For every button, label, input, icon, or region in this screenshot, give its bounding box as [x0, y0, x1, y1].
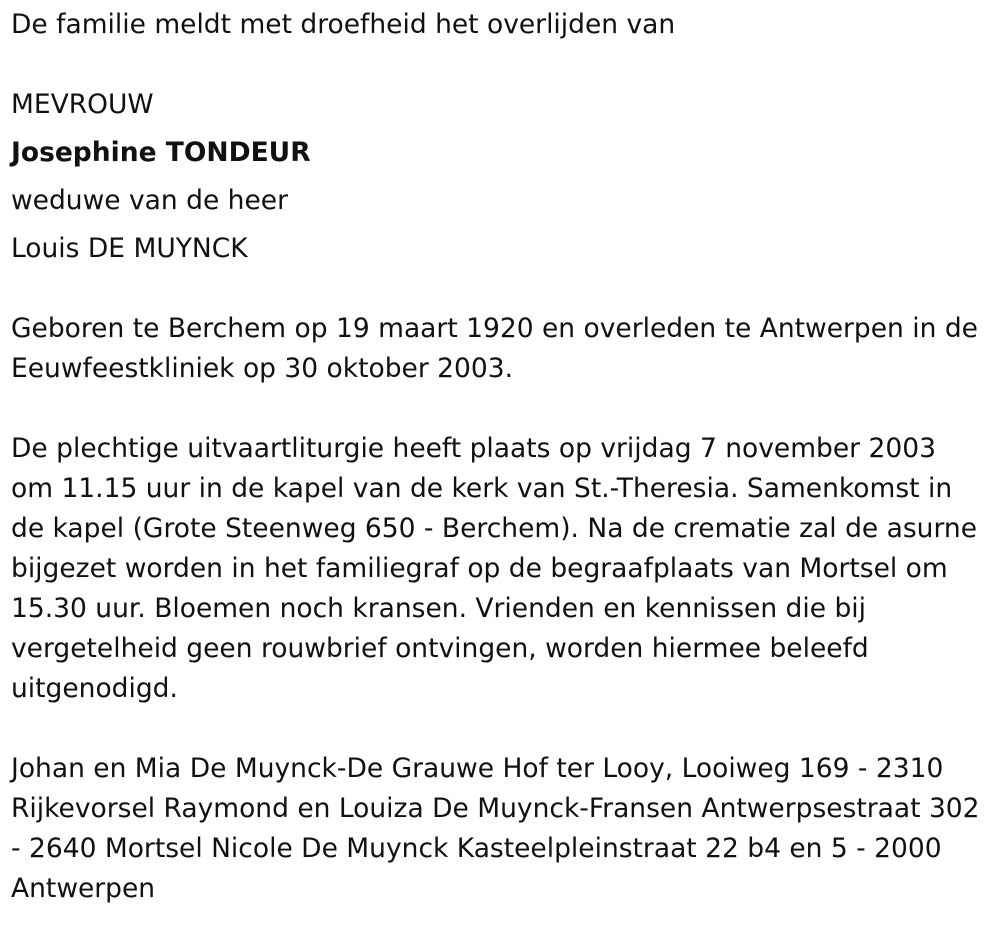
relation-text: weduwe van de heer	[11, 185, 288, 216]
family-paragraph: Johan en Mia De Muynck-De Grauwe Hof ter Looy, Looiweg 169 - 2310 Rijkevorsel Raymond en Louiza De Muynck-Fransen Antwerpsestraat 302 - 2640 Mortsel Nicole De Muynck Kasteelpleinstraat 22 b4 en 5 - 2000 Antwerpen	[11, 753, 980, 904]
intro-text: De familie meldt met droefheid het overlijden van	[11, 9, 676, 40]
spouse-name: Louis DE MUYNCK	[11, 233, 248, 264]
ceremony-paragraph: De plechtige uitvaartliturgie heeft plaats op vrijdag 7 november 2003 om 11.15 uur in de kapel van de kerk van St.-Theresia. Samenkomst in de kapel (Grote Steenweg 650 - Berchem). Na de crematie zal de asurne bijgezet worden in het familiegraf op de begraafplaats van Mortsel om 15.30 uur. Bloemen noch kransen. Vrienden en kennissen die bij vergetelheid geen rouwbrief ontvingen, worden hiermee beleefd uitgenodigd.	[11, 433, 977, 704]
deceased-name: Josephine TONDEUR	[11, 137, 311, 168]
birth-death-paragraph: Geboren te Berchem op 19 maart 1920 en overleden te Antwerpen in de Eeuwfeestkliniek op 30 oktober 2003.	[11, 313, 978, 384]
salutation: MEVROUW	[11, 89, 154, 120]
